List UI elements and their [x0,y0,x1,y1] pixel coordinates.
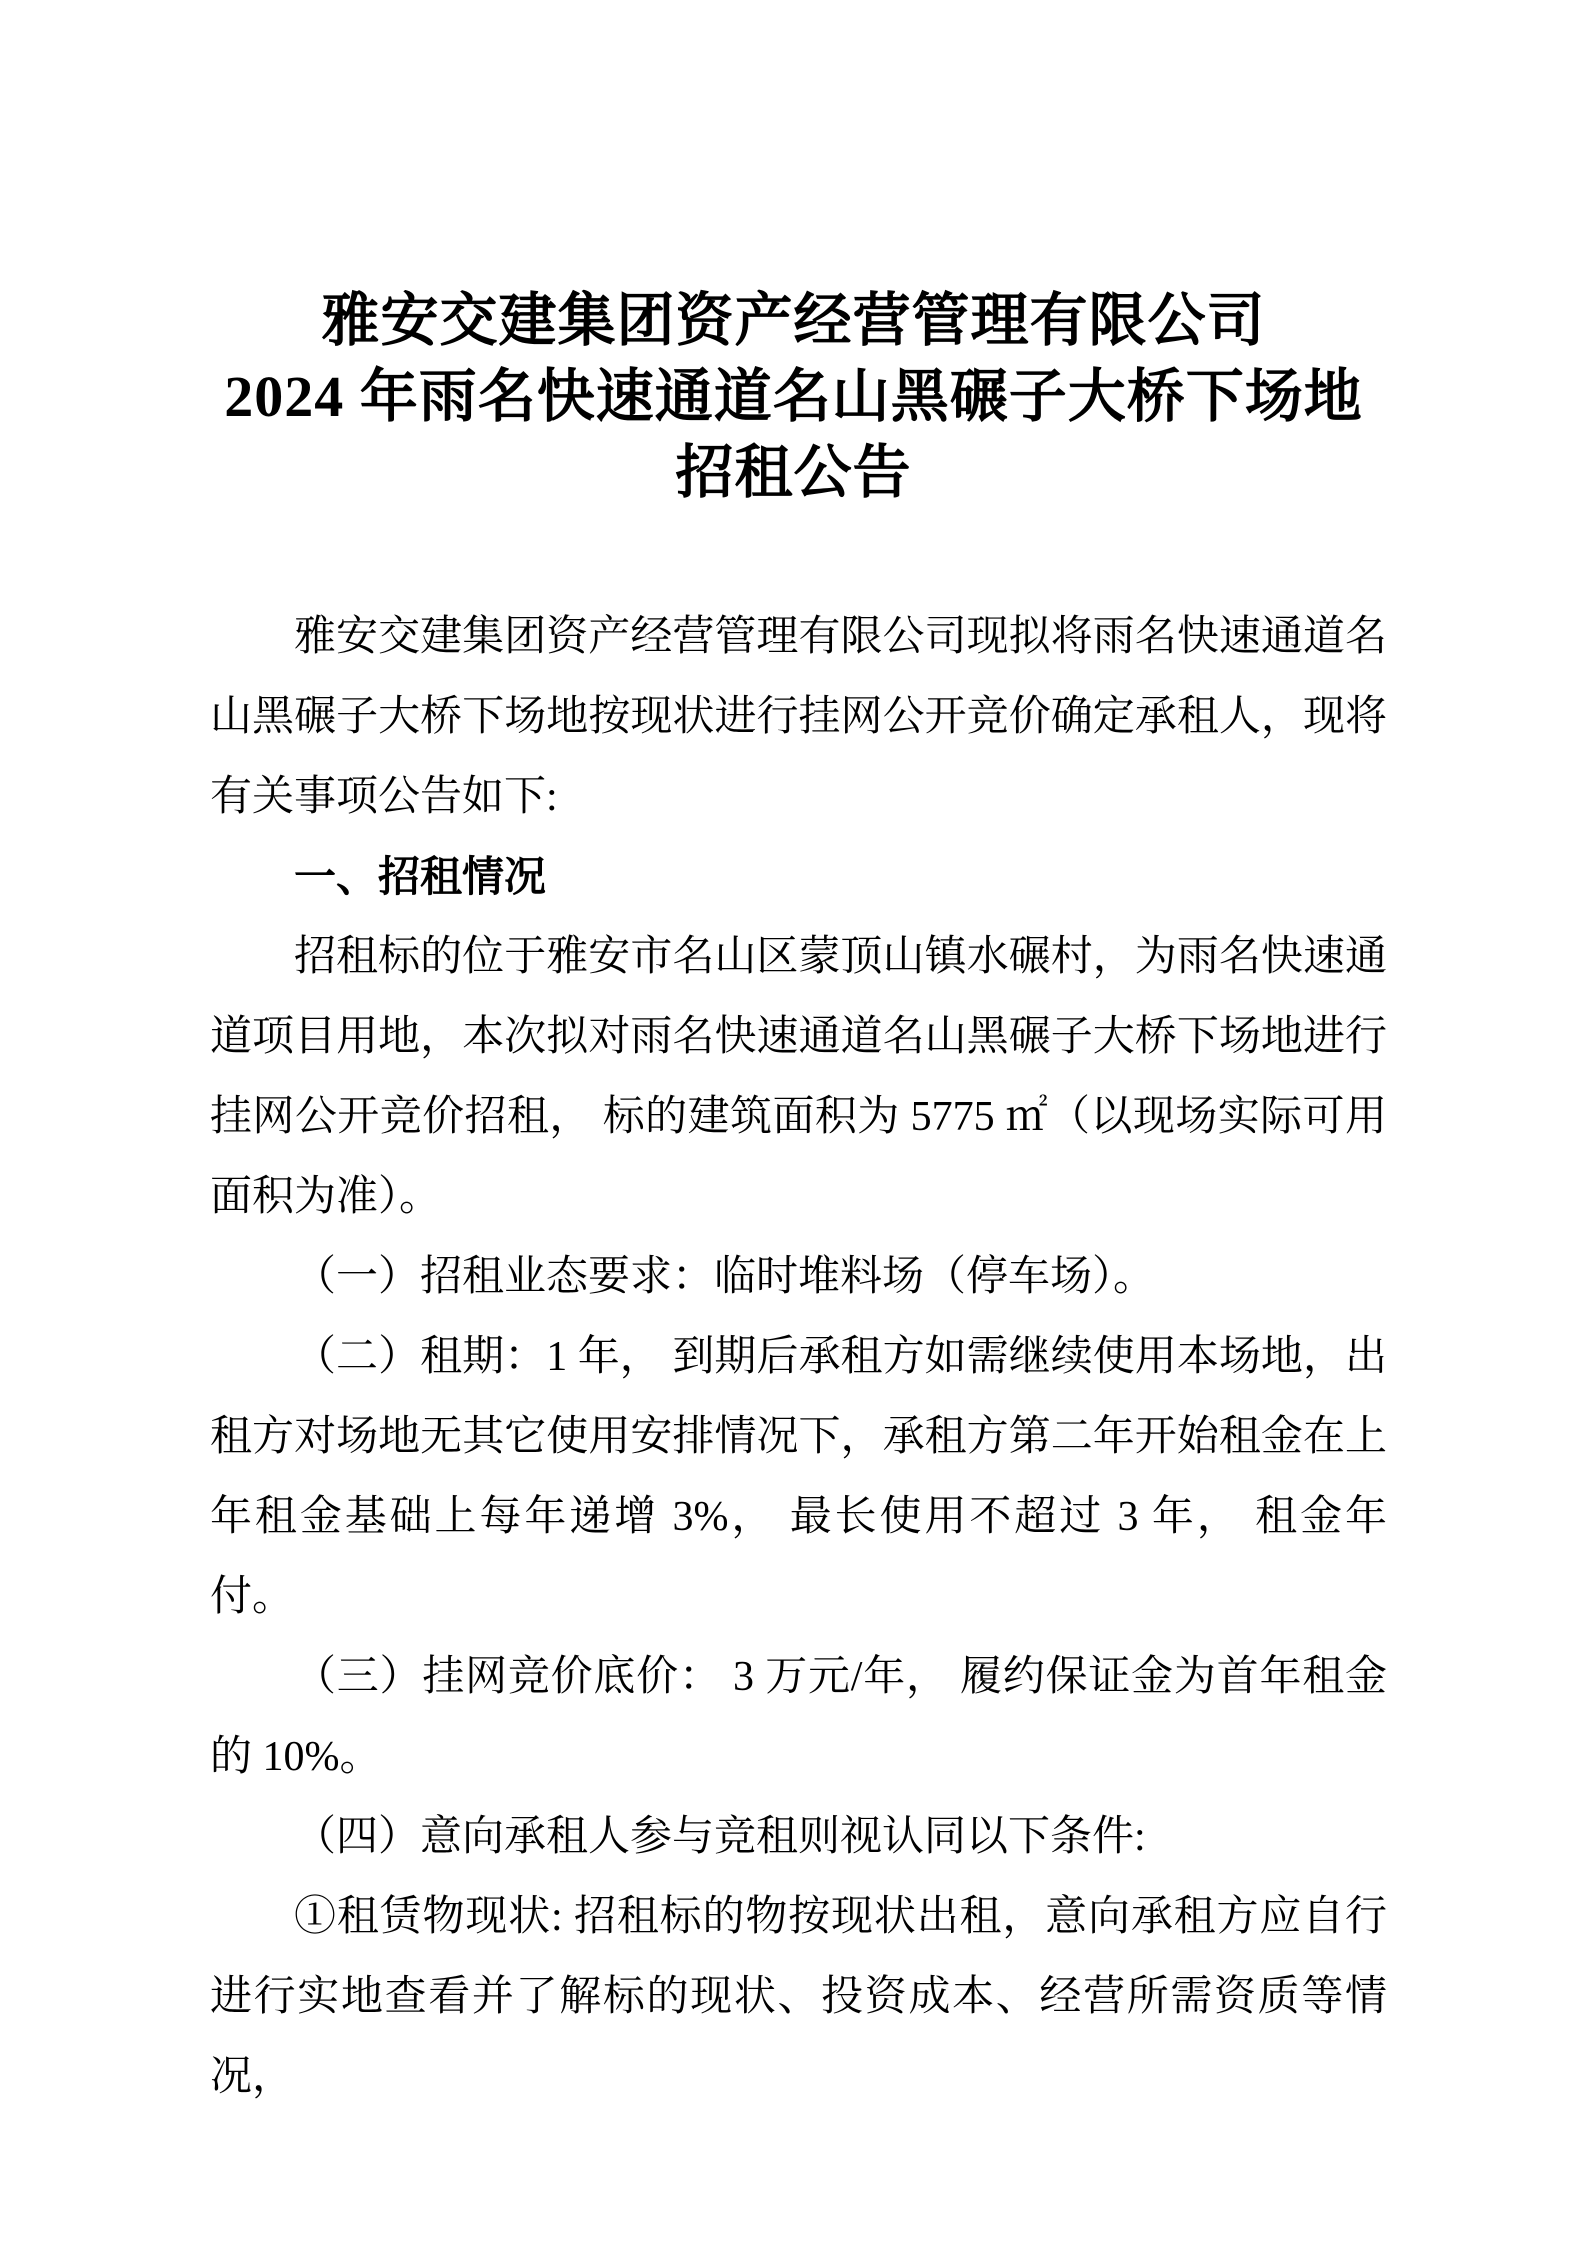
section-heading-rental-overview: 一、招租情况 [294,853,547,900]
document-body [210,597,1387,2117]
paragraph-condition-1-current-state: ①租赁物现状: 招租标的物按现状出租，意向承租方应自行进行实地查看并了解标的现状、投资成本、经营所需资质等情况， [210,1894,1387,2100]
paragraph-intro: 雅安交建集团资产经营管理有限公司现拟将雨名快速通道名山黑碾子大桥下场地按现状进行挂网公开竞价确定承租人，现将有关事项公告如下: [210,614,1387,820]
paragraph-item-3-base-price: （三）挂网竞价底价： 3 万元/年， 履约保证金为首年租金的 10%。 [210,1654,1387,1780]
title-line-3: 招租公告 [675,440,912,505]
title-line-1: 雅安交建集团资产经营管理有限公司 [321,288,1266,353]
paragraph-item-1-business-type: （一）招租业态要求：临时堆料场（停车场）。 [294,1254,1156,1300]
title-line-2: 2024 年雨名快速通道名山黑碾子大桥下场地 [224,364,1363,429]
paragraph-item-4-conditions: （四）意向承租人参与竞租则视认同以下条件: [294,1814,1146,1860]
paragraph-item-2-lease-term: （二）租期：1 年， 到期后承租方如需继续使用本场地，出租方对场地无其它使用安排情况下，承租方第二年开始租金在上年租金基础上每年递增 3%， 最长使用不超过 3 年， 租金年付。 [210,1334,1387,1620]
paragraph-location-area: 招租标的位于雅安市名山区蒙顶山镇水碾村，为雨名快速通道项目用地，本次拟对雨名快速通道名山黑碾子大桥下场地进行挂网公开竞价招租， 标的建筑面积为 5775 ㎡（以现场实际可用面积为准）。 [210,934,1387,1220]
document-title [0,283,1587,511]
